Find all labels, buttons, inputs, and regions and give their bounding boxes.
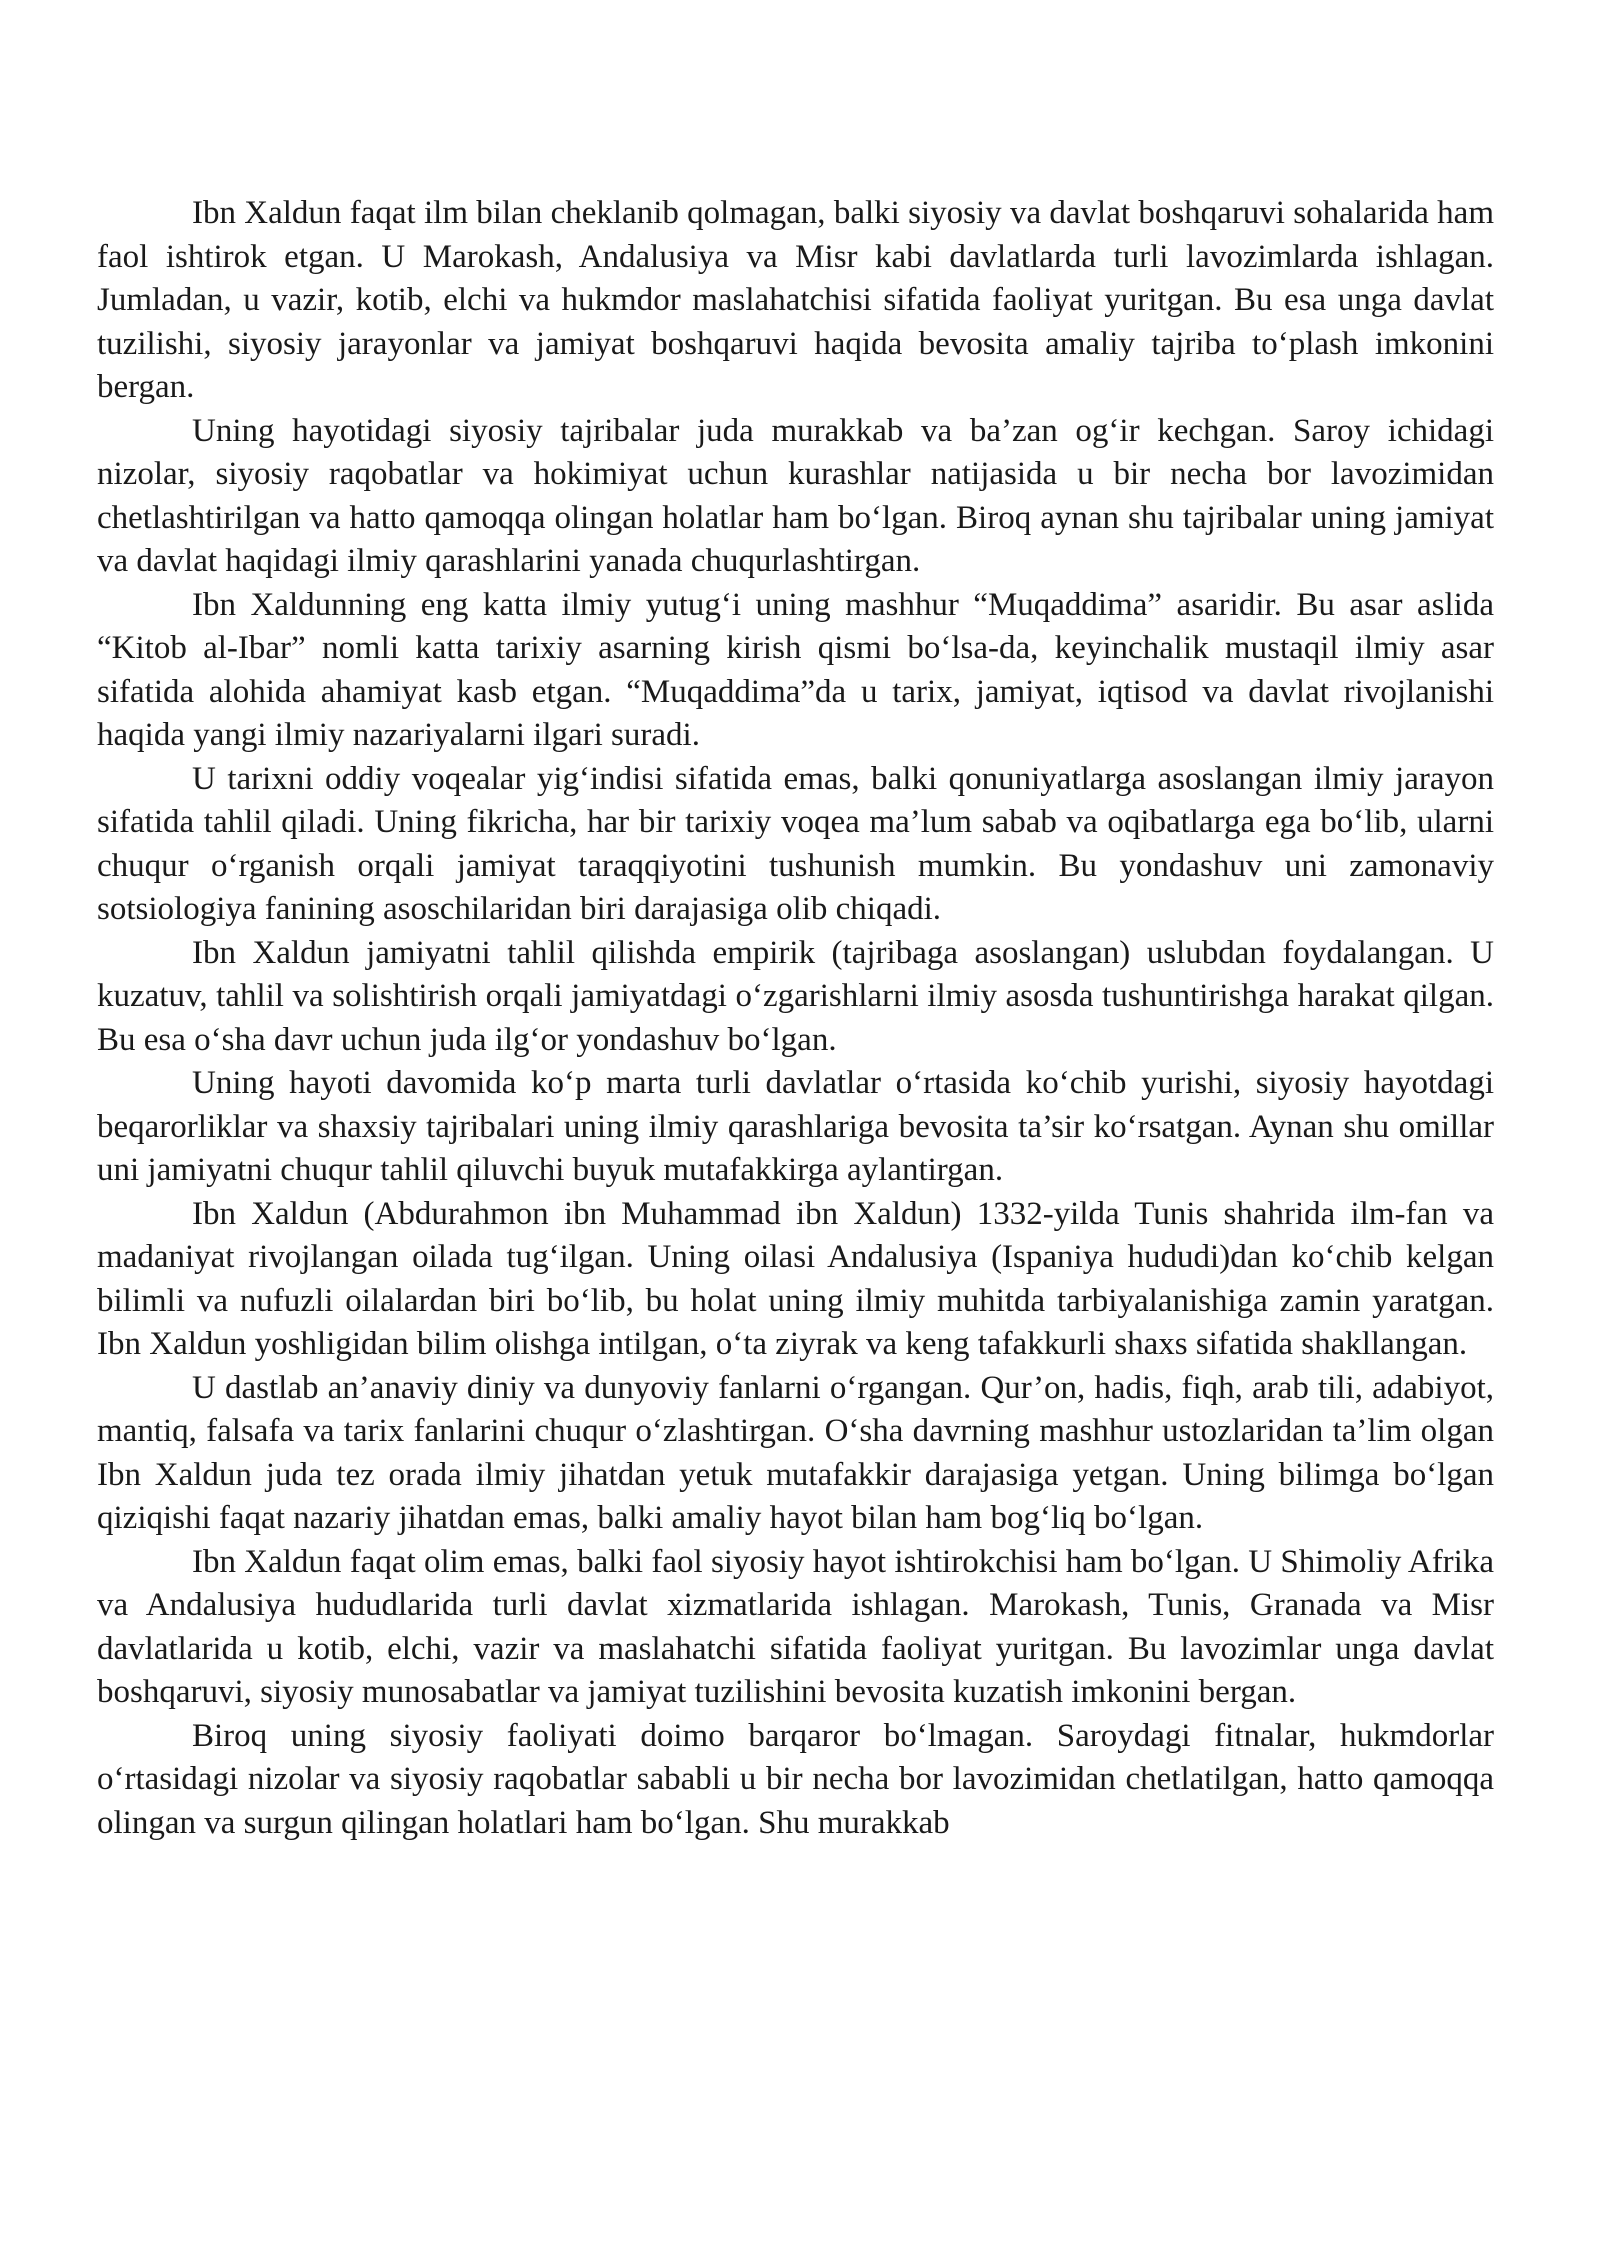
paragraph-5: Ibn Xaldun jamiyatni tahlil qilishda empirik (tajribaga asoslangan) uslubdan foydalangan. U kuzatuv, tahlil va solishtirish orqali jamiyatdagi o‘zgarishlarni ilmiy asosda tushuntirishga harakat qilgan. Bu esa o‘sha davr uchun juda ilg‘or yondashuv bo‘lgan. — [97, 934, 1494, 1058]
paragraph-6: Uning hayoti davomida ko‘p marta turli davlatlar o‘rtasida ko‘chib yurishi, siyosiy hayotdagi beqarorliklar va shaxsiy tajribalari uning ilmiy qarashlariga bevosita ta’sir ko‘rsatgan. Aynan shu omillar uni jamiyatni chuqur tahlil qiluvchi buyuk mutafakkirga aylantirgan. — [97, 1065, 1494, 1188]
paragraph-1: Ibn Xaldun faqat ilm bilan cheklanib qolmagan, balki siyosiy va davlat boshqaruvi sohalarida ham faol ishtirok etgan. U Marokash, Andalusiya va Misr kabi davlatlarda turli lavozimlarda ishlagan. Jumladan, u vazir, kotib, elchi va hukmdor maslahatchisi sifatida faoliyat yuritgan. Bu esa unga davlat tuzilishi, siyosiy jarayonlar va jamiyat boshqaruvi haqida bevosita amaliy tajriba to‘plash imkonini bergan. — [97, 195, 1494, 405]
paragraph-2: Uning hayotidagi siyosiy tajribalar juda murakkab va ba’zan og‘ir kechgan. Saroy ichidagi nizolar, siyosiy raqobatlar va hokimiyat uchun kurashlar natijasida u bir necha bor lavozimidan chetlashtirilgan va hatto qamoqqa olingan holatlar ham bo‘lgan. Biroq aynan shu tajribalar uning jamiyat va davlat haqidagi ilmiy qarashlarini yanada chuqurlashtirgan. — [97, 412, 1494, 579]
paragraph-9: Ibn Xaldun faqat olim emas, balki faol siyosiy hayot ishtirokchisi ham bo‘lgan. U Shimoliy Afrika va Andalusiya hududlarida turli davlat xizmatlarida ishlagan. Marokash, Tunis, Granada va Misr davlatlarida u kotib, elchi, vazir va maslahatchi sifatida faoliyat yuritgan. Bu lavozimlar unga davlat boshqaruvi, siyosiy munosabatlar va jamiyat tuzilishini bevosita kuzatish imkonini bergan. — [97, 1543, 1494, 1710]
document-page — [97, 192, 1494, 1845]
paragraph-3: Ibn Xaldunning eng katta ilmiy yutug‘i uning mashhur “Muqaddima” asaridir. Bu asar aslida “Kitob al-Ibar” nomli katta tarixiy asarning kirish qismi bo‘lsa-da, keyinchalik mustaqil ilmiy asar sifatida alohida ahamiyat kasb etgan. “Muqaddima”da u tarix, jamiyat, iqtisod va davlat rivojlanishi haqida yangi ilmiy nazariyalarni ilgari suradi. — [97, 586, 1494, 753]
paragraph-7: Ibn Xaldun (Abdurahmon ibn Muhammad ibn Xaldun) 1332-yilda Tunis shahrida ilm-fan va madaniyat rivojlangan oilada tug‘ilgan. Uning oilasi Andalusiya (Ispaniya hududi)dan ko‘chib kelgan bilimli va nufuzli oilalardan biri bo‘lib, bu holat uning ilmiy muhitda tarbiyalanishiga zamin yaratgan. Ibn Xaldun yoshligidan bilim olishga intilgan, o‘ta ziyrak va keng tafakkurli shaxs sifatida shakllangan. — [97, 1195, 1494, 1362]
paragraph-4: U tarixni oddiy voqealar yig‘indisi sifatida emas, balki qonuniyatlarga asoslangan ilmiy jarayon sifatida tahlil qiladi. Uning fikricha, har bir tarixiy voqea ma’lum sabab va oqibatlarga ega bo‘lib, ularni chuqur o‘rganish orqali jamiyat taraqqiyotini tushunish mumkin. Bu yondashuv uni zamonaviy sotsiologiya fanining asoschilaridan biri darajasiga olib chiqadi. — [97, 760, 1494, 927]
paragraph-8: U dastlab an’anaviy diniy va dunyoviy fanlarni o‘rgangan. Qur’on, hadis, fiqh, arab tili, adabiyot, mantiq, falsafa va tarix fanlarini chuqur o‘zlashtirgan. O‘sha davrning mashhur ustozlaridan ta’lim olgan Ibn Xaldun juda tez orada ilmiy jihatdan yetuk mutafakkir darajasiga yetgan. Uning bilimga bo‘lgan qiziqishi faqat nazariy jihatdan emas, balki amaliy hayot bilan ham bog‘liq bo‘lgan. — [97, 1369, 1494, 1536]
paragraph-10: Biroq uning siyosiy faoliyati doimo barqaror bo‘lmagan. Saroydagi fitnalar, hukmdorlar o‘rtasidagi nizolar va siyosiy raqobatlar sababli u bir necha bor lavozimidan chetlatilgan, hatto qamoqqa olingan va surgun qilingan holatlari ham bo‘lgan. Shu murakkab — [97, 1717, 1494, 1841]
